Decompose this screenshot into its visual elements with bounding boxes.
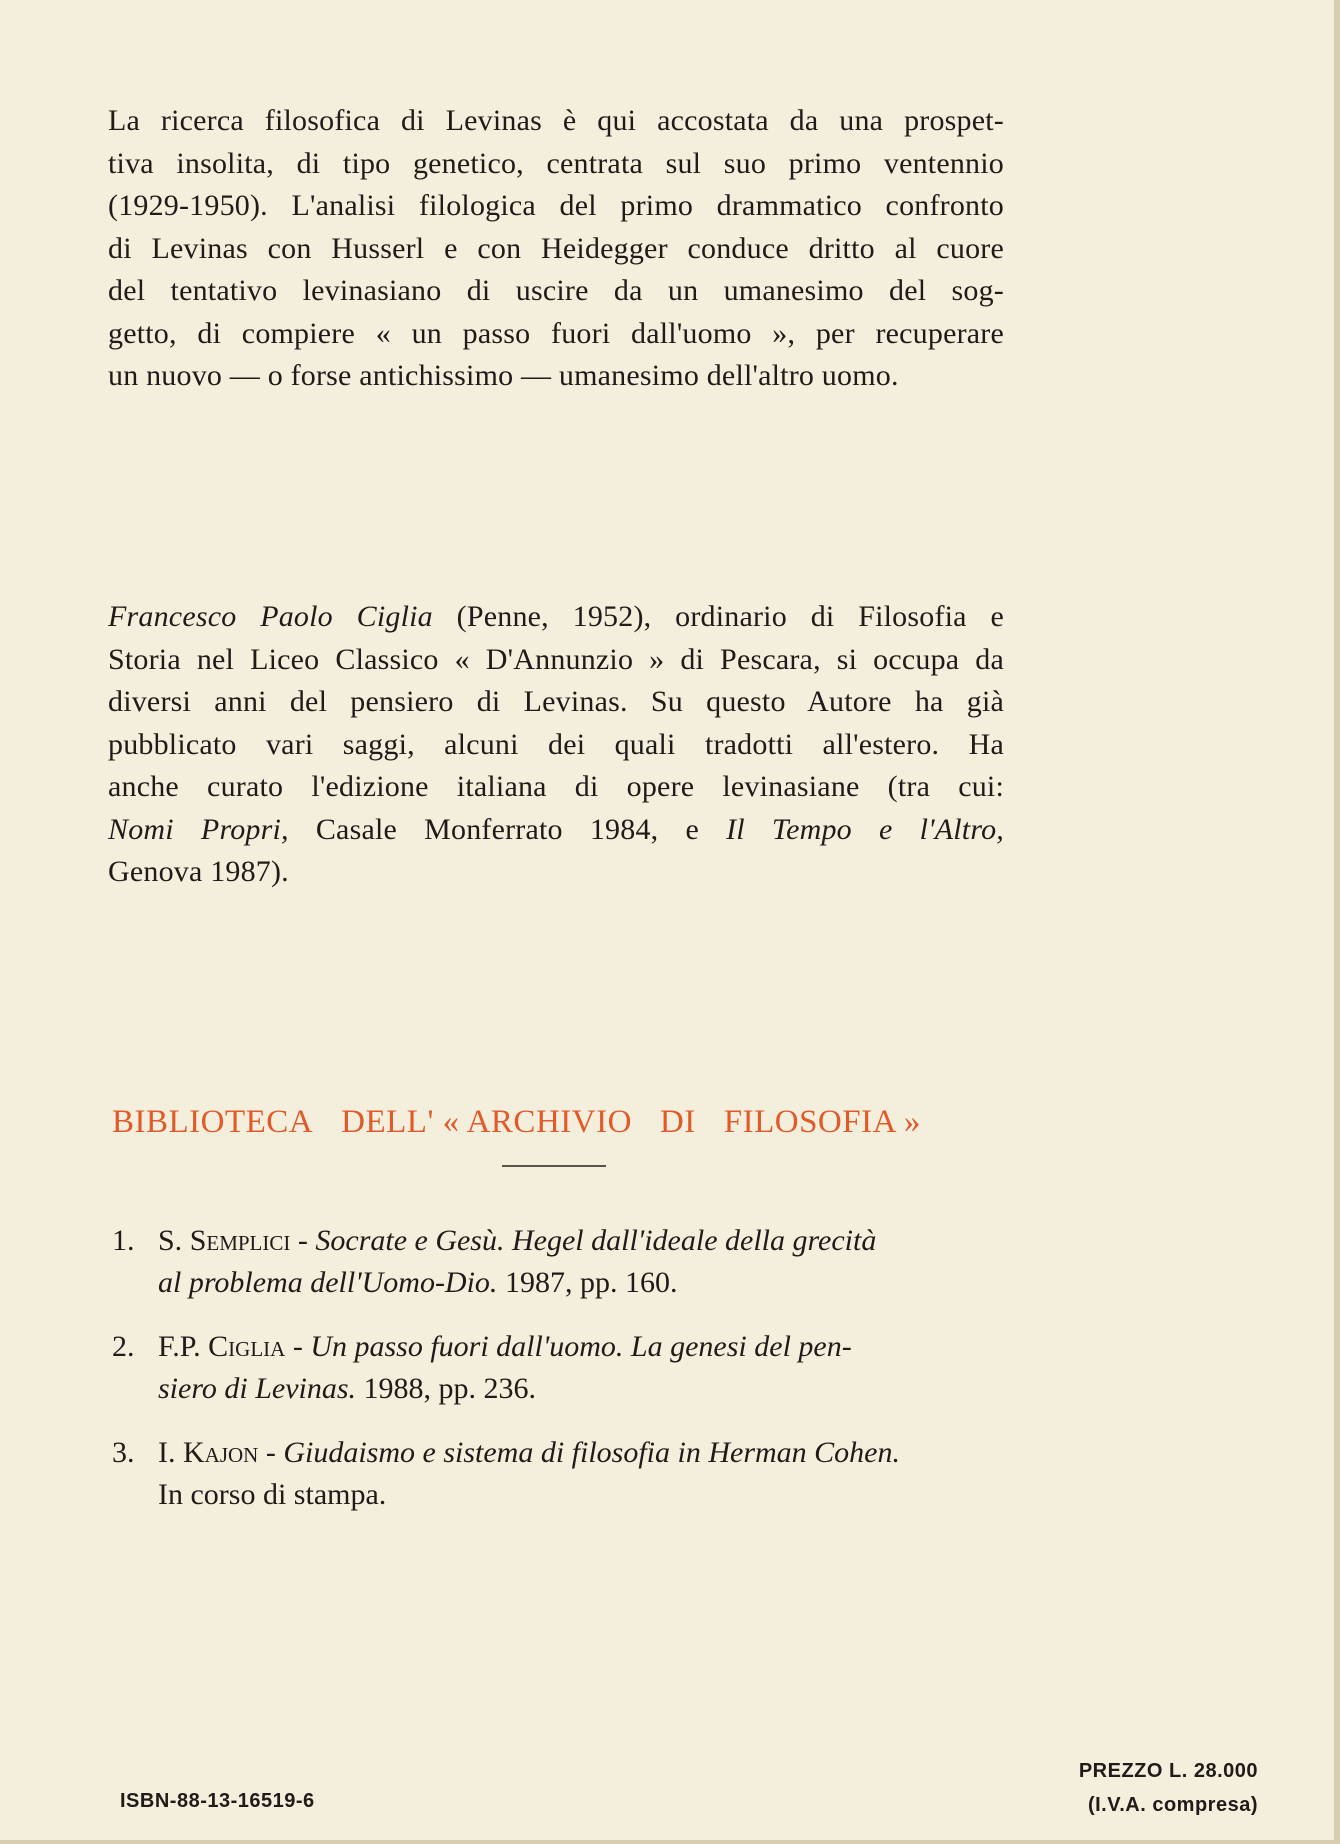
entry-author: Kajon bbox=[183, 1436, 259, 1469]
entry-title: Giudaismo e sistema di filosofia in Herman Cohen. bbox=[283, 1436, 900, 1469]
bio-line: diversi anni del pensiero di Levinas. Su questo Autore ha già bbox=[108, 685, 1004, 718]
entry-separator: - bbox=[290, 1224, 316, 1257]
entry-title: Un passo fuori dall'uomo. La genesi del pen- bbox=[310, 1330, 852, 1363]
bio-line: anche curato l'edizione italiana di opere levinasiane (tra cui: bbox=[108, 770, 1004, 803]
entry-author: Ciglia bbox=[208, 1330, 286, 1363]
entry-initial: S. bbox=[158, 1224, 183, 1257]
entry-details: 1987, pp. 160. bbox=[497, 1266, 678, 1299]
entry-title: Socrate e Gesù. Hegel dall'ideale della grecità bbox=[315, 1224, 877, 1257]
isbn: ISBN-88-13-16519-6 bbox=[120, 1790, 315, 1812]
entry-number: 3. bbox=[112, 1436, 135, 1469]
blurb-line: di Levinas con Husserl e con Heidegger conduce dritto al cuore bbox=[108, 231, 1004, 265]
bio-text: (Penne, 1952), ordinario di Filosofia e bbox=[432, 600, 1004, 633]
series-title-word: BIBLIOTECA bbox=[112, 1104, 314, 1140]
series-entry bbox=[112, 1326, 1002, 1410]
author-name: Francesco Paolo Ciglia bbox=[108, 600, 433, 633]
price-block bbox=[1079, 1754, 1258, 1822]
series-title-word: FILOSOFIA » bbox=[723, 1104, 921, 1140]
book-blurb bbox=[108, 100, 1004, 398]
price: PREZZO L. 28.000 bbox=[1078, 1760, 1258, 1782]
bio-text: Casale Monferrato 1984, e bbox=[288, 812, 727, 846]
bio-line bbox=[108, 809, 1004, 852]
bio-line: Genova 1987). bbox=[108, 855, 289, 888]
series-entry bbox=[112, 1220, 1002, 1304]
blurb-line: La ricerca filosofica di Levinas è qui accostata da una prospet- bbox=[108, 104, 1004, 137]
blurb-line: del tentativo levinasiano di uscire da un umanesimo del sog- bbox=[108, 274, 1004, 307]
author-bio bbox=[108, 596, 1004, 894]
series-title-word: DI bbox=[659, 1104, 696, 1140]
divider bbox=[502, 1165, 606, 1167]
series-title-word: DELL' « ARCHIVIO bbox=[341, 1104, 632, 1140]
entry-initial: I. bbox=[158, 1436, 176, 1469]
entry-author: Semplici bbox=[189, 1224, 291, 1257]
series-title bbox=[112, 1104, 1002, 1141]
entry-separator: - bbox=[258, 1436, 284, 1469]
work-title: Nomi Propri, bbox=[108, 812, 289, 846]
bio-line bbox=[108, 596, 1004, 639]
entry-title: siero di Levinas. bbox=[158, 1372, 357, 1405]
blurb-line: tiva insolita, di tipo genetico, centrata sul suo primo ventennio bbox=[108, 146, 1004, 180]
blurb-line: (1929-1950). L'analisi filologica del primo drammatico confronto bbox=[108, 189, 1004, 222]
work-title: Il Tempo e l'Altro, bbox=[726, 812, 1004, 846]
entry-title: al problema dell'Uomo-Dio. bbox=[158, 1266, 498, 1299]
entry-details: 1988, pp. 236. bbox=[356, 1372, 537, 1405]
entry-initial: F.P. bbox=[158, 1330, 201, 1363]
series-list bbox=[112, 1220, 1002, 1538]
entry-number: 2. bbox=[112, 1330, 135, 1363]
bio-line: pubblicato vari saggi, alcuni dei quali tradotti all'estero. Ha bbox=[108, 727, 1004, 761]
bio-line: Storia nel Liceo Classico « D'Annunzio » di Pescara, si occupa da bbox=[108, 642, 1004, 676]
series-entry bbox=[112, 1432, 1002, 1516]
entry-number: 1. bbox=[112, 1224, 135, 1257]
blurb-line: un nuovo — o forse antichissimo — umanesimo dell'altro uomo. bbox=[108, 359, 899, 392]
vat-note: (I.V.A. compresa) bbox=[1087, 1794, 1258, 1816]
blurb-line: getto, di compiere « un passo fuori dall'uomo », per recuperare bbox=[108, 316, 1004, 350]
entry-separator: - bbox=[285, 1330, 311, 1363]
entry-details: In corso di stampa. bbox=[158, 1478, 387, 1511]
